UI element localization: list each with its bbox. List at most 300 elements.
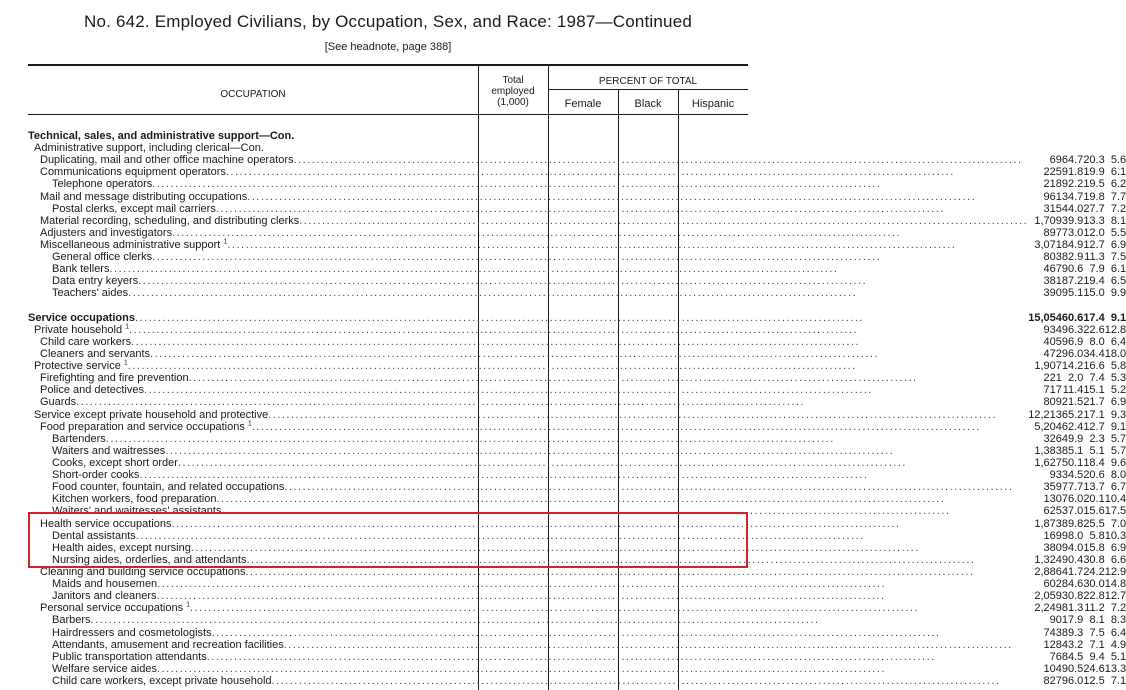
occupation-label [52, 275, 138, 287]
occupation-label-wrap [28, 639, 1028, 651]
female-cell: 96.3 [1061, 323, 1084, 336]
female-cell: 37.0 [1061, 505, 1084, 518]
total-cell: 221 [1043, 372, 1062, 385]
total-cell: 1,324 [1034, 553, 1062, 566]
female-cell: 82.9 [1061, 251, 1084, 264]
leader-dots: ................................................................................................................................................................ [138, 275, 868, 288]
occupation-label-wrap [28, 409, 1028, 421]
occupation-label-wrap [28, 324, 1028, 336]
occupation-label [40, 239, 227, 251]
occupation-label-wrap [28, 469, 1028, 481]
leader-dots: ................................................................................................................................................................ [152, 178, 882, 191]
table-row [28, 154, 1126, 166]
occupation-cell [28, 203, 1028, 215]
leader-dots: ................................................................................................................................................................ [293, 154, 1023, 167]
female-cell: 62.4 [1061, 420, 1084, 433]
female-cell: 89.3 [1061, 626, 1084, 639]
occupation-label [34, 360, 128, 372]
female-cell: 43.2 [1061, 638, 1084, 651]
occupation-cell [28, 275, 1028, 287]
table-row [28, 215, 1126, 227]
occupation-cell [28, 178, 1028, 190]
black-cell: 19.4 [1083, 275, 1105, 288]
occupation-label-text: Teachers' aides [52, 287, 129, 300]
occupation-cell [28, 421, 1028, 433]
occupation-label [40, 421, 252, 433]
table-row [28, 663, 1126, 675]
table-row [28, 602, 1126, 614]
hispanic-cell: 10.4 [1104, 493, 1126, 506]
leader-dots: ................................................................................................................................................................ [152, 251, 882, 264]
occupation-cell [28, 239, 1028, 251]
female-cell: 85.1 [1061, 444, 1084, 457]
total-cell: 359 [1043, 481, 1062, 494]
occupation-label-wrap [28, 578, 1028, 590]
occupation-label-wrap [28, 651, 1028, 663]
black-cell: 20.1 [1083, 493, 1105, 506]
hispanic-cell: 5.5 [1110, 226, 1126, 239]
leader-dots: ................................................................................................................................................................ [139, 469, 869, 482]
footnote-marker: 1 [125, 323, 130, 331]
table-row [28, 457, 1126, 469]
occupation-label [52, 614, 91, 626]
occupation-label-text: Communications equipment operators [40, 166, 226, 179]
hispanic-cell: 5.7 [1110, 444, 1126, 457]
female-cell: 77.7 [1061, 481, 1084, 494]
header-occupation: OCCUPATION [220, 89, 286, 100]
female-cell: 90.4 [1061, 553, 1084, 566]
table-row [28, 287, 1126, 299]
occupation-label-text: Administrative support, including clerical—Con. [34, 142, 264, 155]
occupation-cell [28, 457, 1028, 469]
total-cell: 1,709 [1034, 214, 1062, 227]
hispanic-cell: 6.7 [1110, 481, 1126, 494]
total-cell: 380 [1043, 541, 1062, 554]
hispanic-cell: 6.5 [1110, 275, 1126, 288]
table-row [28, 614, 1126, 626]
leader-dots: ................................................................................................................................................................ [227, 239, 957, 252]
occupation-cell [28, 445, 1028, 457]
black-cell: 11.3 [1084, 251, 1105, 264]
occupation-label-wrap [28, 663, 1028, 675]
leader-dots: ................................................................................................................................................................ [246, 553, 976, 566]
occupation-label-wrap [28, 433, 1028, 445]
table-row [28, 396, 1126, 408]
female-cell: 84.5 [1061, 650, 1084, 663]
occupation-label-text: Bank tellers [52, 263, 110, 276]
table-row [28, 409, 1126, 421]
table-row [28, 360, 1126, 372]
hispanic-cell: 6.9 [1110, 396, 1126, 409]
occupation-label [40, 336, 131, 348]
black-cell: 12.7 [1083, 239, 1105, 252]
occupation-label [52, 590, 157, 602]
black-cell: 11.2 [1084, 602, 1105, 615]
hispanic-cell: 5.3 [1110, 372, 1126, 385]
table-row [28, 481, 1126, 493]
hispanic-cell: 12.8 [1104, 323, 1126, 336]
female-cell: 87.2 [1061, 275, 1084, 288]
female-cell: 11.4 [1062, 384, 1084, 397]
table-row [28, 203, 1126, 215]
table-row [28, 191, 1126, 203]
total-cell: 625 [1043, 505, 1062, 518]
occupation-label-text: Attendants, amusement and recreation facilities [52, 638, 284, 651]
occupation-cell [28, 191, 1028, 203]
female-cell [1062, 300, 1083, 312]
hispanic-cell: 5.8 [1110, 360, 1126, 373]
leader-dots: ................................................................................................................................................................ [76, 396, 806, 409]
total-cell: 1,907 [1034, 360, 1062, 373]
female-cell: 73.0 [1061, 226, 1084, 239]
total-cell: 130 [1043, 493, 1062, 506]
occupation-label-text: Food preparation and service occupations [40, 420, 245, 433]
occupation-label-text: Protective service [34, 360, 121, 373]
occupation-cell [28, 263, 1028, 275]
occupation-label [28, 130, 294, 142]
total-cell: 76 [1049, 650, 1062, 663]
occupation-cell [28, 227, 1028, 239]
occupation-label-wrap [28, 602, 1028, 614]
table-row [28, 275, 1126, 287]
leader-dots: ................................................................................................................................................................ [127, 360, 857, 373]
occupation-cell [28, 651, 1028, 663]
occupation-label-text: Welfare service aides [52, 662, 157, 675]
leader-dots: ................................................................................................................................................................ [188, 372, 918, 385]
occupation-label [52, 481, 284, 493]
hispanic-cell: 7.0 [1110, 517, 1126, 530]
leader-dots: ................................................................................................................................................................ [172, 226, 902, 239]
occupation-label-wrap [28, 481, 1028, 493]
occupation-label-wrap [28, 675, 1028, 687]
occupation-cell [28, 663, 1028, 675]
total-cell: 897 [1043, 226, 1062, 239]
occupation-label [52, 469, 139, 481]
table-row [28, 178, 1126, 190]
hispanic-cell: 17.5 [1104, 505, 1126, 518]
table-row [28, 639, 1126, 651]
occupation-label-wrap [28, 142, 1028, 154]
hispanic-cell [1105, 300, 1126, 312]
black-cell: 19.9 [1083, 166, 1105, 179]
occupation-label-text: Janitors and cleaners [52, 590, 157, 603]
occupation-label-text: Adjusters and investigators [40, 226, 173, 239]
hispanic-cell: 5.7 [1110, 432, 1126, 445]
occupation-label [40, 215, 299, 227]
female-cell: 21.5 [1061, 396, 1084, 409]
occupation-cell [28, 481, 1028, 493]
total-cell: 315 [1043, 202, 1062, 215]
total-cell: 1,383 [1034, 444, 1062, 457]
black-cell: 12.5 [1083, 674, 1105, 687]
total-cell: 3,071 [1034, 239, 1062, 252]
hispanic-cell: 6.9 [1110, 541, 1126, 554]
female-cell: 92.2 [1061, 178, 1084, 191]
occupation-label [52, 457, 178, 469]
black-cell: 34.4 [1083, 348, 1105, 361]
occupation-label-text: Data entry keyers [52, 275, 139, 288]
black-cell: 27.7 [1083, 202, 1105, 215]
black-cell: 8.0 [1089, 335, 1105, 348]
black-cell: 18.4 [1083, 457, 1105, 469]
female-cell: 50.1 [1061, 457, 1084, 469]
occupation-label-text: Waiters and waitresses [52, 444, 166, 457]
occupation-label [40, 348, 150, 360]
black-cell: 7.1 [1089, 638, 1105, 651]
header-female: Female [564, 98, 602, 110]
hispanic-cell: 6.1 [1110, 166, 1126, 179]
leader-dots: ................................................................................................................................................................ [271, 674, 1001, 687]
occupation-label-wrap [28, 627, 1028, 639]
female-cell: 44.0 [1061, 202, 1084, 215]
occupation-label-wrap [28, 239, 1028, 251]
leader-dots: ................................................................................................................................................................ [129, 323, 859, 336]
footnote-marker: 1 [223, 238, 228, 246]
total-cell: 225 [1043, 166, 1062, 179]
table-row [28, 336, 1126, 348]
table-row [28, 372, 1126, 384]
occupation-label-wrap [28, 251, 1028, 263]
black-cell: 15.8 [1083, 541, 1105, 554]
total-cell [1028, 300, 1062, 312]
hispanic-cell: 7.1 [1110, 674, 1126, 687]
hispanic-cell: 13.3 [1104, 662, 1126, 675]
table-row [28, 239, 1126, 251]
total-cell: 961 [1043, 190, 1062, 203]
black-cell: 30.0 [1083, 578, 1105, 591]
occupation-label-text: Maids and housemen [52, 578, 158, 591]
hispanic-cell: 6.6 [1110, 553, 1126, 566]
female-cell: 76.0 [1061, 493, 1084, 506]
occupation-cell [28, 166, 1028, 178]
female-cell [1062, 142, 1083, 154]
table-row [28, 130, 1126, 142]
occupation-cell [28, 614, 1028, 626]
table-row [28, 142, 1126, 154]
table-row [28, 227, 1126, 239]
leader-dots: ................................................................................................................................................................ [105, 432, 835, 445]
female-cell: 98.0 [1061, 529, 1084, 542]
occupation-label-text: Kitchen workers, food preparation [52, 493, 217, 506]
table-row [28, 166, 1126, 178]
hispanic-cell: 7.7 [1110, 190, 1126, 203]
occupation-label-text: Food counter, fountain, and related occupations [52, 481, 285, 494]
header-total-line2: employed [491, 86, 535, 97]
occupation-label-wrap [28, 178, 1028, 190]
occupation-label-text: Miscellaneous administrative support [40, 239, 221, 252]
leader-dots: ................................................................................................................................................................ [135, 529, 865, 542]
black-cell: 15.0 [1083, 287, 1105, 300]
black-cell: 20.6 [1083, 469, 1105, 482]
occupation-label [52, 203, 216, 215]
hispanic-cell: 9.1 [1110, 311, 1126, 324]
occupation-label-wrap [28, 396, 1028, 408]
leader-dots: ................................................................................................................................................................ [131, 335, 861, 348]
occupation-label-text: Police and detectives [40, 384, 144, 397]
occupation-label-text: Firefighting and fire prevention [40, 372, 189, 385]
occupation-label-wrap [28, 457, 1028, 469]
occupation-label-text: Technical, sales, and administrative support—Con. [28, 130, 295, 143]
occupation-label-text: Short-order cooks [52, 469, 140, 482]
occupation-cell [28, 372, 1028, 384]
occupation-label-text: Postal clerks, except mail carriers [52, 202, 216, 215]
total-cell: 717 [1043, 384, 1062, 397]
total-cell: 218 [1043, 178, 1062, 191]
header-bottom-rule [28, 114, 748, 115]
occupation-label [40, 227, 172, 239]
occupation-label [52, 178, 152, 190]
hispanic-cell: 7.5 [1110, 251, 1126, 264]
hispanic-cell: 5.2 [1110, 384, 1126, 397]
occupation-table [28, 130, 1126, 687]
total-cell: 69 [1049, 154, 1062, 167]
female-cell: 90.6 [1061, 263, 1084, 276]
leader-dots: ................................................................................................................................................................ [215, 202, 945, 215]
occupation-label [40, 372, 189, 384]
header-total-line1: Total [502, 75, 524, 86]
header-total-line3: (1,000) [497, 97, 529, 108]
occupation-label-wrap [28, 445, 1028, 457]
occupation-label-wrap [28, 215, 1028, 227]
occupation-label-wrap [28, 166, 1028, 178]
occupation-label-text: Child care workers [40, 335, 132, 348]
hispanic-cell: 5.6 [1110, 154, 1126, 167]
hispanic-cell: 18.0 [1104, 348, 1126, 361]
black-cell: 20.3 [1083, 154, 1105, 167]
occupation-label-wrap [28, 614, 1028, 626]
total-cell: 743 [1043, 626, 1062, 639]
female-cell: 30.8 [1061, 590, 1084, 603]
occupation-label-wrap [28, 348, 1028, 360]
leader-dots: ................................................................................................................................................................ [157, 578, 887, 591]
hispanic-cell: 9.6 [1110, 457, 1126, 469]
occupation-label-text: Personal service occupations [40, 602, 184, 615]
black-cell [1083, 142, 1104, 154]
occupation-label [40, 191, 247, 203]
black-cell: 8.1 [1089, 614, 1105, 627]
total-cell: 827 [1043, 674, 1062, 687]
occupation-label [40, 154, 294, 166]
occupation-label-wrap [28, 590, 1028, 602]
occupation-label-text: Child care workers, except private household [52, 674, 272, 687]
occupation-label [52, 251, 152, 263]
total-cell: 2,059 [1034, 590, 1062, 603]
female-cell: 41.7 [1061, 565, 1084, 578]
occupation-cell [28, 324, 1028, 336]
total-cell: 803 [1043, 251, 1062, 264]
occupation-cell [28, 384, 1028, 396]
hispanic-cell: 7.2 [1110, 202, 1126, 215]
black-cell: 16.6 [1083, 360, 1105, 373]
occupation-cell [28, 590, 1028, 602]
occupation-cell [28, 154, 1028, 166]
black-cell: 15.6 [1083, 505, 1105, 518]
black-cell: 17.1 [1083, 408, 1105, 421]
total-cell: 104 [1043, 662, 1062, 675]
leader-dots: ................................................................................................................................................................ [251, 420, 981, 433]
black-cell: 19.8 [1083, 190, 1105, 203]
black-cell: 9.4 [1089, 650, 1105, 663]
female-cell: 89.8 [1061, 517, 1084, 530]
occupation-label-wrap [28, 372, 1028, 384]
leader-dots: ................................................................................................................................................................ [221, 505, 951, 518]
occupation-label-wrap [28, 275, 1028, 287]
total-cell: 467 [1043, 263, 1062, 276]
female-cell: 34.5 [1061, 469, 1084, 482]
black-cell: 24.6 [1083, 662, 1105, 675]
occupation-label-text: Health aides, except nursing [52, 541, 191, 554]
table-row [28, 421, 1126, 433]
leader-dots: ................................................................................................................................................................ [90, 614, 820, 627]
hispanic-cell: 5.1 [1110, 650, 1126, 663]
hispanic-cell: 12.9 [1104, 565, 1126, 578]
occupation-label-text: Health service occupations [40, 517, 172, 530]
female-cell: 81.3 [1061, 602, 1084, 615]
occupation-label-text: Private household [34, 323, 123, 336]
occupation-label [52, 663, 157, 675]
total-cell: 602 [1043, 578, 1062, 591]
occupation-cell [28, 469, 1028, 481]
female-cell: 91.8 [1061, 166, 1084, 179]
occupation-cell [28, 396, 1028, 408]
occupation-label-text: Barbers [52, 614, 91, 627]
table-subtitle: [See headnote, page 388] [324, 41, 452, 53]
black-cell: 5.1 [1089, 444, 1105, 457]
occupation-label [52, 675, 272, 687]
leader-dots: ................................................................................................................................................................ [206, 650, 936, 663]
leader-dots: ................................................................................................................................................................ [283, 638, 1013, 651]
hispanic-cell: 6.9 [1110, 239, 1126, 252]
black-cell: 12.0 [1083, 226, 1105, 239]
leader-dots: ................................................................................................................................................................ [268, 408, 998, 421]
total-cell: 90 [1049, 614, 1062, 627]
occupation-cell [28, 675, 1028, 687]
total-cell: 15,054 [1028, 311, 1062, 324]
occupation-label-wrap [28, 360, 1028, 372]
occupation-label-wrap [28, 203, 1028, 215]
female-cell: 94.0 [1061, 541, 1084, 554]
occupation-label-text: Waiters' and waitresses' assistants [52, 505, 222, 518]
leader-dots: ................................................................................................................................................................ [143, 384, 873, 397]
black-cell: 21.7 [1083, 396, 1105, 409]
occupation-cell [28, 215, 1028, 227]
total-cell: 381 [1043, 275, 1062, 288]
female-cell: 96.0 [1061, 348, 1084, 361]
hispanic-cell: 12.7 [1104, 590, 1126, 603]
black-cell: 30.8 [1083, 553, 1105, 566]
female-cell: 17.9 [1061, 614, 1084, 627]
female-cell: 34.7 [1061, 190, 1084, 203]
occupation-label-wrap [28, 312, 1028, 324]
female-cell: 65.2 [1061, 408, 1084, 421]
occupation-label-wrap [28, 130, 1028, 142]
occupation-label-wrap [28, 263, 1028, 275]
occupation-label-wrap [28, 493, 1028, 505]
occupation-label [52, 263, 109, 275]
black-cell: 2.3 [1089, 432, 1105, 445]
total-cell: 2,886 [1034, 565, 1062, 578]
table-row [28, 433, 1126, 445]
female-cell: 84.9 [1061, 239, 1084, 252]
total-cell: 93 [1049, 469, 1062, 482]
header-top-rule [28, 64, 748, 66]
occupation-label-wrap [28, 336, 1028, 348]
occupation-label-wrap [28, 421, 1028, 433]
hispanic-cell: 8.3 [1110, 614, 1126, 627]
black-cell: 19.5 [1083, 178, 1105, 191]
occupation-label [52, 639, 284, 651]
table-row [28, 578, 1126, 590]
